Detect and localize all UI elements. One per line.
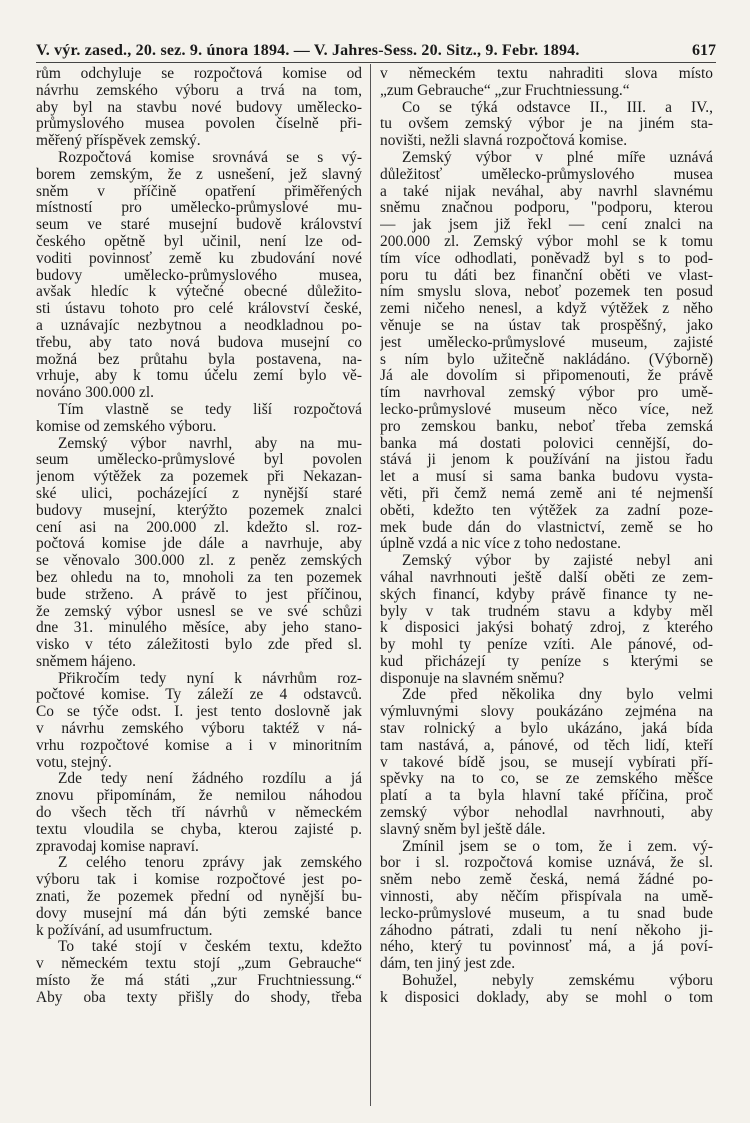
text-line: rům odchyluje se rozpočtová komise od [36,66,362,82]
text-line: zpravodaj komise napraví. [36,838,199,855]
text-line: tím více odhodlati, poněvadž byl s to pod- [380,250,713,267]
text-line: spěvky na to co, se ze zemského měšce [380,771,713,788]
text-line: Co se týká odstavce II., III. a IV., [402,99,713,116]
page-number: 617 [692,42,716,59]
text-line: komise od zemského výboru. [36,418,217,435]
text-line: počtová komise jde dále a navrhuje, aby [36,536,362,553]
text-line: sněm nebo země česká, nemá žádné po- [380,872,713,889]
text-line: jest umělecko-průmyslové museum, zajisté [380,334,713,351]
text-line: Já ale dovolím si připomenouti, že právě [380,368,713,385]
text-line: se věnovalo 300.000 zl. z peněz zemských [36,553,362,570]
text-line: borem zemským, že z usnešení, jež slavný [36,166,362,183]
text-line: pro zemskou banku, neboť třeba zemská [380,418,713,435]
text-line: znovu připomínám, že nemilou náhodou [36,788,362,805]
text-line: v německém textu stojí „zum Gebrauche“ [36,956,362,973]
text-line: Zmínil jsem se o tom, že i zem. vý- [402,838,713,855]
text-line: poru tu dáti bez finanční oběti ve vlast- [380,267,713,284]
text-line: Zde před několika dny bylo velmi [402,687,713,704]
text-line: budovy umělecko-průmyslového musea, [36,267,362,284]
text-line: Tím vlastně se tedy liší rozpočtová [58,401,362,418]
text-line: bor i sl. rozpočtová komise uznává, že sl. [380,855,713,872]
text-line: stav rolnický a bylo ukázáno, jaká bída [380,721,713,738]
text-line: Rozpočtová komise srovnává se s vý- [58,149,362,166]
text-line: Co se týče odst. I. jest tento doslovně jak [36,704,362,721]
text-line: bude strženo. A právě to jest příčinou, [36,586,362,603]
text-line: tím navrhoval zemský výbor pro umě- [380,385,713,402]
text-line: s ním bylo užitečně nakládáno. (Výborně) [380,351,713,368]
text-line: nováno 300.000 zl. [36,385,154,402]
running-header-title: V. výr. zased., 20. sez. 9. února 1894. — V. Jahres-Sess. 20. Sitz., 9. Febr. 1894. [36,42,580,59]
text-line: byly v tak trudném stavu a kdyby měl [380,603,713,620]
text-line: k požívání, ad usumfructum. [36,922,213,939]
text-line: ním smyslu slova, neboť pozemek ten posud [380,284,713,301]
text-line: Bohužel, nebyly zemskému výboru [402,973,713,990]
text-line: průmyslového musea povolen číselně při- [36,116,362,133]
text-line: sněm v příčině opatření přiměřených [36,183,362,200]
text-line: třebu, aby tato nová budova musejní co [36,334,362,351]
text-line: platí a ta byla hlavní také příčina, proč [380,788,713,805]
text-line: oběti, kdežto ten výtěžek za zadní poze- [380,502,713,519]
text-line: lecko-průmyslové museum něco více, než [380,401,713,418]
text-line: To také stojí v českém textu, kdežto [58,939,362,956]
text-line: a uznávajíc nezbytnou a neodkladnou po- [36,317,362,334]
text-line: českého opětně byl učinil, není lze od- [36,233,362,250]
text-line: znati, že pozemek přední od nynější bu- [36,889,362,906]
text-line: ských financí, kdyby právě finance ty ne- [380,586,713,603]
text-line: dovy musejní má dán býti zemské bance [36,905,362,922]
text-line: stává ji jenom k používání na jistou řadu [380,452,713,469]
text-line: sněmem hájeno. [36,653,137,670]
text-line: že zemský výbor usnesl se ve své schůzi [36,603,362,620]
text-line: 200.000 zl. Zemský výbor mohl se k tomu [380,233,713,250]
text-line: možná bez průtahu byla postavena, na- [36,351,362,368]
text-line: banka má dostati polovici cennější, do- [380,435,713,452]
text-line: počtové komise. Ty záleží ze 4 odstavců. [36,687,362,704]
page-header [36,30,716,63]
text-line: v německém textu nahraditi slova místo [380,66,713,82]
text-line: zemský výbor nehodlal navrhnouti, aby [380,805,713,822]
text-line: Zemský výbor v plné míře uznává [402,149,713,166]
text-line: tam nastává, a, pánové, od těch lidí, kteří [380,737,713,754]
right-column [380,66,713,1007]
text-line: seum ve staré musejní budově království [36,217,362,234]
text-line: sněmu značnou podporu, "podporu, kterou [380,200,713,217]
text-line: slavný sněm byl ještě dále. [380,821,546,838]
text-line: novišti, nežli slavná rozpočtová komise. [380,133,628,150]
text-line: votu, stejný. [36,754,112,771]
text-line: mek bude dán do vlastnictví, země se ho [380,519,713,536]
text-line: disponuje na slavném sněmu? [380,670,565,687]
text-line: textu vloudila se chyba, kterou zajisté p. [36,821,362,838]
text-line: k disposici jakýsi bohatý zdroj, z kterého [380,620,713,637]
text-line: dne 31. minulého měsíce, aby jeho stano- [36,620,362,637]
text-line: váhal navrhnouti ještě další oběti ze zem- [380,569,713,586]
text-line: by mohl ty peníze vzíti. Ale pánové, od- [380,637,713,654]
text-line: a také nijak neváhal, aby navrhl slavnému [380,183,713,200]
text-line: kud přicházejí ty peníze s kterými se [380,653,713,670]
text-line: voditi povinnosť země ku zbudování nové [36,250,362,267]
text-line: visko v této záležitosti bylo zde před sl. [36,637,362,654]
text-line: tu ovšem zemský výbor je na jiném sta- [380,116,713,133]
text-line: v takové bídě jsou, se musejí vybírati pří- [380,754,713,771]
text-line: let a musí si sama banka budovu vysta- [380,469,713,486]
text-line: důležitosť umělecko-průmyslového musea [380,166,713,183]
text-line: jenom výtěžek za pozemek při Nekazan- [36,469,362,486]
text-line: výboru tak i komise rozpočtové jest po- [36,872,362,889]
text-line: bez ohledu na to, mnoholi za ten pozemek [36,569,362,586]
text-line: ské ulici, pocházející z nynější staré [36,485,362,502]
text-line: zemi ničeho nenesl, a když výtěžek z něho [380,301,713,318]
text-line: věti, při čemž nemá země ani té nejmenší [380,485,713,502]
text-line: místo že má státi „zur Fruchtniessung.“ [36,973,362,990]
text-line: věnuje se na ústav tak prospěšný, jako [380,317,713,334]
text-line: „zum Gebrauche“ „zur Fruchtniessung.“ [380,82,630,99]
text-line: záhodno pátrati, zdali tu není někoho ji- [380,922,713,939]
text-line: výmluvnými slovy poukázáno zejména na [380,704,713,721]
text-line: Z celého tenoru zprávy jak zemského [58,855,362,872]
text-line: Aby oba texty přišly do shody, třeba [36,989,362,1006]
text-line: v návrhu zemského výboru taktéž v ná- [36,721,362,738]
text-line: cení asi na 200.000 zl. kdežto sl. roz- [36,519,362,536]
column-divider [370,64,371,1106]
text-line: budovy musejní, kterýžto pozemek znalci [36,502,362,519]
text-line: do všech těch tří návrhů v německém [36,805,362,822]
text-line: sti ústavu tohoto pro celé království české, [36,301,362,318]
text-line: místností pro umělecko-průmyslové mu- [36,200,362,217]
text-line: Přikročím tedy nyní k návrhům roz- [58,670,362,687]
text-line: návrhu zemského výboru a trvá na tom, [36,82,362,99]
text-line: k disposici doklady, aby se mohl o tom [380,989,713,1006]
text-line: vrhu rozpočtové komise a i v minoritním [36,737,362,754]
left-column [36,66,362,1007]
text-line: měřený příspěvek zemský. [36,133,201,150]
text-line: aby byl na stavbu nové budovy umělecko- [36,99,362,116]
text-line: dám, ten jiný jest zde. [380,956,516,973]
text-line: Zde tedy není žádného rozdílu a já [58,771,362,788]
text-line: lecko-průmyslové museum, a tu snad bude [380,905,713,922]
text-line: avšak hledíc k výtečné obecné důležito- [36,284,362,301]
text-line: vrhuje, aby k tomu účelu zemí bylo vě- [36,368,362,385]
text-line: Zemský výbor navrhl, aby na mu- [58,435,362,452]
text-line: ného, který tu povinnosť má, a já poví- [380,939,713,956]
text-line: Zemský výbor by zajisté nebyl ani [402,553,713,570]
text-line: — jak jsem již řekl — cení znalci na [380,217,713,234]
text-line: úplně vzdá a nic více z toho nedostane. [380,536,622,553]
text-line: seum umělecko-průmyslové byl povolen [36,452,362,469]
text-line: vinnosti, aby něčím přispívala na umě- [380,889,713,906]
